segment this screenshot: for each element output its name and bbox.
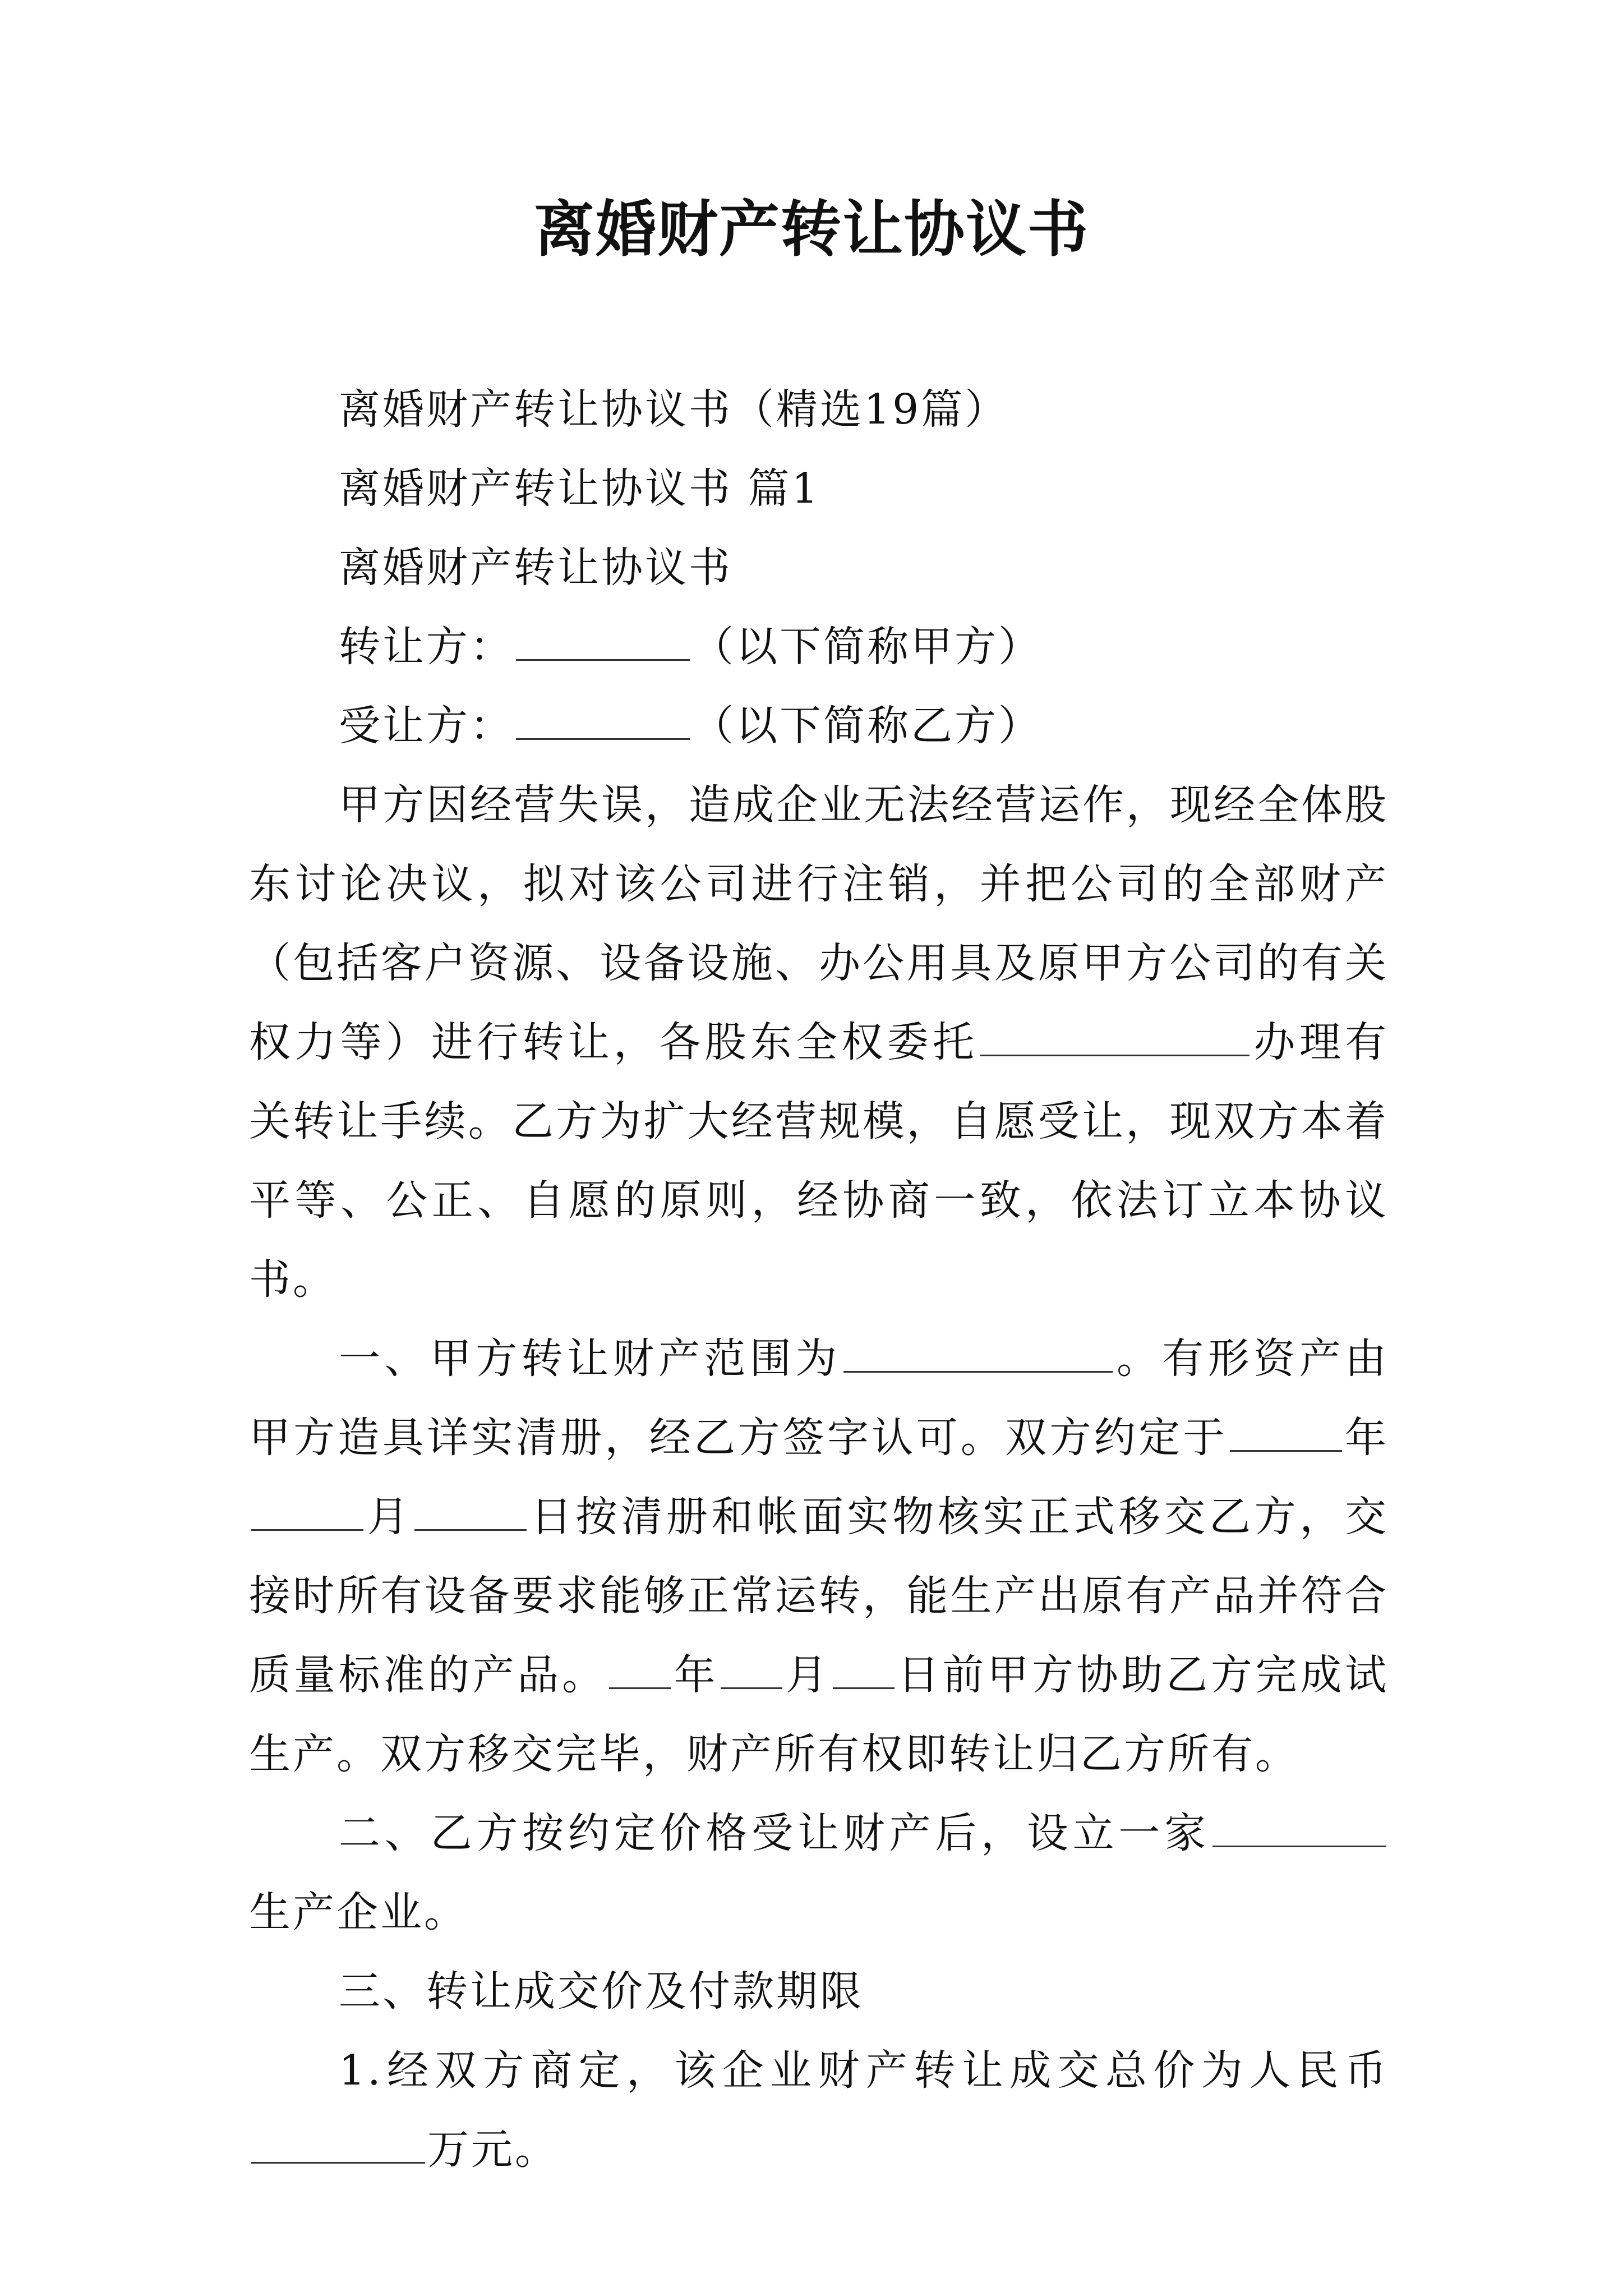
year-blank-1	[1230, 1416, 1342, 1452]
paragraph-transferor	[249, 608, 1389, 687]
preamble-text-2: 办理有关转让手续。乙方为扩大经营规模，自愿受让，现双方本着平等、公正、自愿的原则，经协商一致，依法订立本协议书。	[249, 1018, 1389, 1304]
clause-1-month-2: 月	[785, 1651, 831, 1699]
transferor-blank	[516, 625, 690, 661]
preamble-text-1: 甲方因经营失误，造成企业无法经营运作，现经全体股东讨论决议，拟对该公司进行注销，并把公司的全部财产（包括客户资源、设备设施、办公用具及原甲方公司的有关权力等）进行转让，各股东全权委托	[249, 781, 1389, 1066]
transferor-label: 转让方：	[339, 623, 514, 671]
paragraph-section-heading: 离婚财产转让协议书 篇1	[339, 464, 820, 513]
clause-1-text-c: 日按清册和帐面实物核实正式移交乙方，交接时所有设备要求能够正常运转，能生产出原有产品并符合质量标准的产品。	[249, 1493, 1389, 1699]
enterprise-name-blank	[1212, 1812, 1386, 1847]
paragraph-preamble	[249, 766, 1389, 1319]
clause-1-text-d: 日前甲方协助乙方完成试生产。双方移交完毕，财产所有权即转让归乙方所有。	[249, 1651, 1389, 1778]
document-body	[249, 370, 1389, 2189]
paragraph-clause-1	[249, 1319, 1389, 1794]
clause-2-text-b: 生产企业。	[249, 1888, 468, 1936]
clause-1-month-1: 月	[366, 1493, 413, 1541]
clause-2-text-a: 二、乙方按约定价格受让财产后，设立一家	[339, 1809, 1210, 1857]
clause-1-text-a: 一、甲方转让财产范围为	[339, 1335, 841, 1383]
clause-3-1-text-a: 1.经双方商定，该企业财产转让成交总价为人民币	[339, 2046, 1389, 2095]
clause-1-text-b: 。有形资产由甲方造具详实清册，经乙方签字认可。双方约定于	[249, 1335, 1389, 1462]
clause-1-year-1: 年	[1344, 1414, 1389, 1462]
transfer-scope-blank	[843, 1337, 1113, 1373]
clause-3-1-text-b: 万元。	[427, 2125, 559, 2174]
paragraph-clause-2	[249, 1794, 1389, 1952]
transferee-note: （以下简称乙方）	[692, 702, 1042, 750]
price-blank	[251, 2128, 425, 2164]
month-blank-1	[251, 1496, 363, 1531]
transferor-note: （以下简称甲方）	[692, 623, 1042, 671]
paragraph-transferee	[249, 687, 1389, 766]
day-blank-1	[414, 1496, 527, 1531]
entrusted-person-blank	[980, 1021, 1249, 1056]
paragraph-subtitle: 离婚财产转让协议书（精选19篇）	[339, 385, 1009, 434]
transferee-label: 受让方：	[339, 702, 514, 750]
paragraph-clause-3-1	[249, 2031, 1389, 2189]
paragraph-agreement-name: 离婚财产转让协议书	[339, 544, 732, 592]
paragraph-clause-3-heading: 三、转让成交价及付款期限	[339, 1967, 864, 2016]
transferee-blank	[516, 705, 690, 740]
clause-1-year-2: 年	[672, 1651, 719, 1699]
document-title: 离婚财产转让协议书	[533, 195, 1089, 265]
month-blank-2	[721, 1654, 782, 1689]
year-blank-2	[609, 1654, 671, 1689]
day-blank-2	[833, 1654, 895, 1689]
